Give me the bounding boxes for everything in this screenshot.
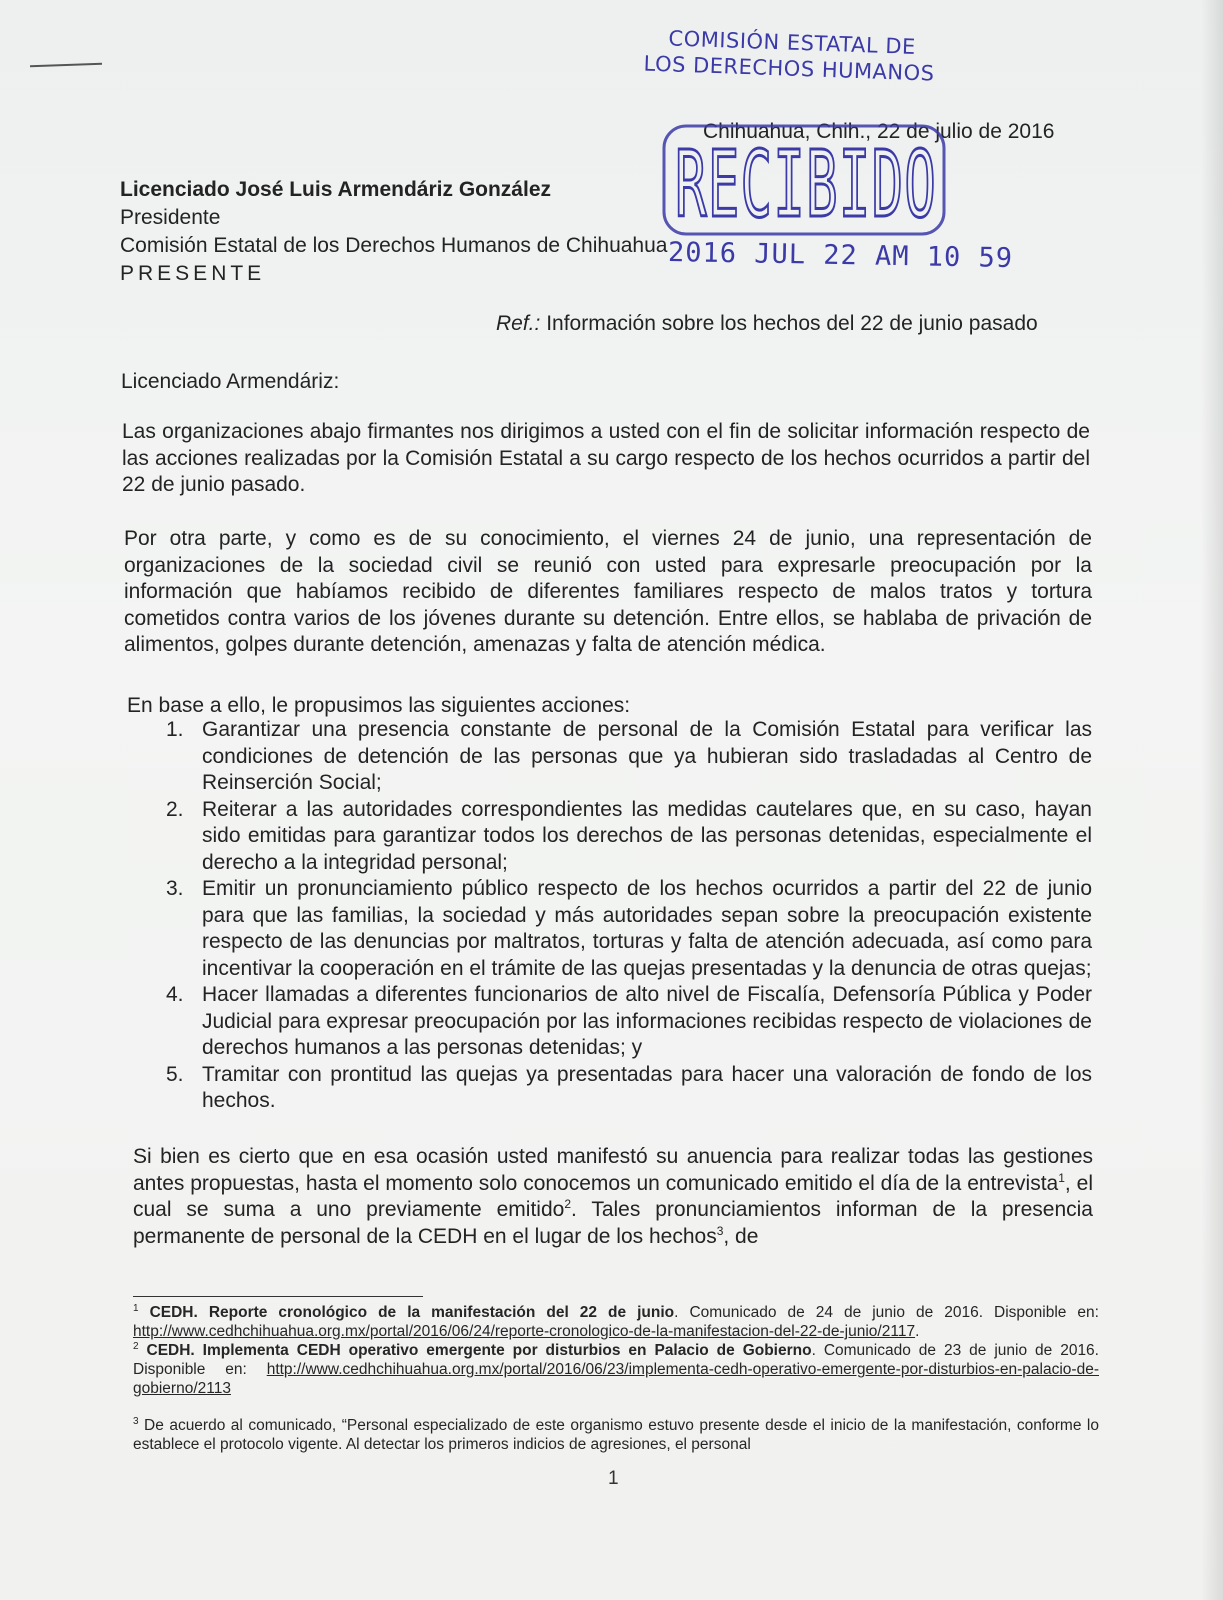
page-number: 1 — [608, 1468, 619, 1489]
footnote-ref-2: 2 — [564, 1197, 571, 1211]
footnote-2-org: CEDH. — [138, 1342, 203, 1359]
recipient-present: PRESENTE — [120, 262, 266, 285]
paragraph-3 — [133, 1144, 1093, 1250]
reception-stamp-org — [643, 25, 936, 86]
footnote-ref-3: 3 — [716, 1223, 724, 1238]
stamp-org-line1: COMISIÓN ESTATAL DE — [668, 26, 917, 59]
reference-line — [496, 310, 1038, 337]
received-stamp — [660, 120, 952, 242]
footnote-ref-1: 1 — [1058, 1170, 1065, 1185]
list-item-text: Reiterar a las autoridades correspondientes las medidas cautelares que, en su caso, hayan sido emitidas para garantizar todos los derechos de las personas detenidas, especialmente el derecho a la integridad personal; — [202, 797, 1092, 874]
list-item-number: 3. — [166, 877, 184, 900]
recipient-organization: Comisión Estatal de los Derechos Humanos de Chihuahua — [120, 234, 668, 257]
list-item-number: 1. — [166, 718, 184, 741]
list-item-number: 5. — [166, 1062, 184, 1086]
reference-label: Ref.: — [496, 312, 541, 335]
paragraph-1: Las organizaciones abajo firmantes nos dirigimos a usted con el fin de solicitar información respecto de las acciones realizadas por la Comisión Estatal a su cargo respecto de los hechos ocurridos a partir del 22 de junio pasado. — [122, 420, 1090, 496]
recipient-title: Presidente — [120, 206, 221, 229]
footnote-1-title: Reporte cronológico de la manifestación del 22 de junio — [208, 1304, 675, 1321]
received-stamp-word: RECIBIDO — [675, 131, 937, 238]
list-item-text: Emitir un pronunciamiento público respecto de los hechos ocurridos a partir del 22 de junio para que las familias, la sociedad y más autoridades sepan sobre la preocupación existente respecto de las denuncias por maltratos, torturas y falta de atención adecuada, así como para incentivar la cooperación en el trámite de las quejas presentadas y la denuncia de otras quejas; — [202, 877, 1092, 980]
actions-list — [166, 717, 1092, 1115]
footnote-2-number: 2 — [133, 1340, 139, 1352]
list-item — [166, 717, 1092, 797]
reference-text: Información sobre los hechos del 22 de junio pasado — [540, 312, 1038, 335]
footnote-1-org: CEDH. — [138, 1304, 209, 1321]
list-item-text: Hacer llamadas a diferentes funcionarios de alto nivel de Fiscalía, Defensoría Pública y Poder Judicial para expresar preocupación por las informaciones recibidas respecto de violaciones de derechos humanos a las personas detenidas; y — [202, 983, 1092, 1059]
footnote-1: $^1$ CEDH. Reporte cronológico de la manifestación del 22 de junio. Comunicado de 24 de junio de 2016. Disponible en: http://www.cedhchihuahua.org.mx/portal/2016/06/24/reporte-cronologico-de-la-manifestacion-del-22-de-junio/2117. — [133, 1302, 1099, 1340]
place-date: Chihuahua, Chih., 22 de julio de 2016 — [703, 120, 1055, 143]
recipient-name: Licenciado José Luis Armendáriz González — [120, 178, 552, 201]
footnote-2 — [133, 1341, 1099, 1398]
paragraph-3-part-d: , de — [723, 1224, 759, 1248]
pen-mark — [30, 63, 102, 68]
stamp-datetime: 2016 JUL 22 AM 10 59 — [667, 236, 1014, 275]
footnote-1-text: . Comunicado de 24 de junio de 2016. Disponible en: — [674, 1304, 1099, 1321]
paragraph-3-part-c: . Tales pronunciamientos informan de la presencia permanente de personal de la CEDH en el lugar de los hechos — [133, 1198, 1093, 1248]
list-item-text: Tramitar con prontitud las quejas ya presentadas para hacer una valoración de fondo de los hechos. — [202, 1062, 1092, 1112]
received-stamp-frame — [660, 120, 952, 242]
footnote-2-text: . Comunicado de 23 de junio de 2016. Disponible en: — [133, 1342, 1099, 1378]
footnote-3 — [133, 1416, 1099, 1454]
list-item — [166, 876, 1092, 982]
list-item-number: 2. — [166, 797, 184, 821]
footnote-2-title: Implementa CEDH operativo emergente por disturbios en Palacio de Gobierno — [202, 1342, 812, 1359]
footnote-3-number: 3 — [133, 1415, 139, 1427]
footnote-3-text: De acuerdo al comunicado, “Personal especializado de este organismo estuvo presente desde el inicio de la manifestación, conforme lo establece el protocolo vigente. Al detectar los primeros indicios de agresiones, el personal — [133, 1417, 1099, 1453]
footnote-1-link[interactable]: http://www.cedhchihuahua.org.mx/portal/2016/06/24/reporte-cronologico-de-la-manifestacion-del-22-de-junio/2117 — [133, 1323, 916, 1340]
list-item-text: Garantizar una presencia constante de personal de la Comisión Estatal para verificar las condiciones de detención de las personas que ya hubieran sido trasladadas al Centro de Reinserción Social; — [202, 718, 1092, 794]
list-item — [166, 797, 1092, 877]
paragraph-2: Por otra parte, y como es de su conocimiento, el viernes 24 de junio, una representación de organizaciones de la sociedad civil se reunió con usted para expresarle preocupación por la información que habíamos recibido de diferentes familiares respecto de malos tratos y tortura cometidos contra varios de los jóvenes durante su detención. Entre ellos, se hablaba de privación de alimentos, golpes durante detención, amenazas y falta de atención médica. — [124, 527, 1092, 656]
footnote-2-link[interactable]: http://www.cedhchihuahua.org.mx/portal/2016/06/23/implementa-cedh-operativo-emergente-por-disturbios-en-palacio-de-gobierno/2113 — [133, 1361, 1099, 1397]
paragraph-3-part-a: Si bien es cierto que en esa ocasión usted manifestó su anuencia para realizar todas las gestiones antes propuestas, hasta el momento solo conocemos un comunicado emitido el día de la entrevista — [133, 1145, 1093, 1195]
list-item-number: 4. — [166, 983, 184, 1006]
paragraph-3-part-b: , el cual se suma a uno previamente emitido — [133, 1171, 1093, 1221]
footnote-1-number: 1 — [133, 1302, 139, 1314]
list-item — [166, 982, 1092, 1062]
list-item — [166, 1062, 1092, 1115]
salutation: Licenciado Armendáriz: — [121, 370, 340, 393]
actions-intro: En base a ello, le propusimos las siguientes acciones: — [127, 694, 631, 717]
footnote-separator — [133, 1296, 423, 1297]
stamp-org-line2: LOS DERECHOS HUMANOS — [643, 51, 935, 86]
